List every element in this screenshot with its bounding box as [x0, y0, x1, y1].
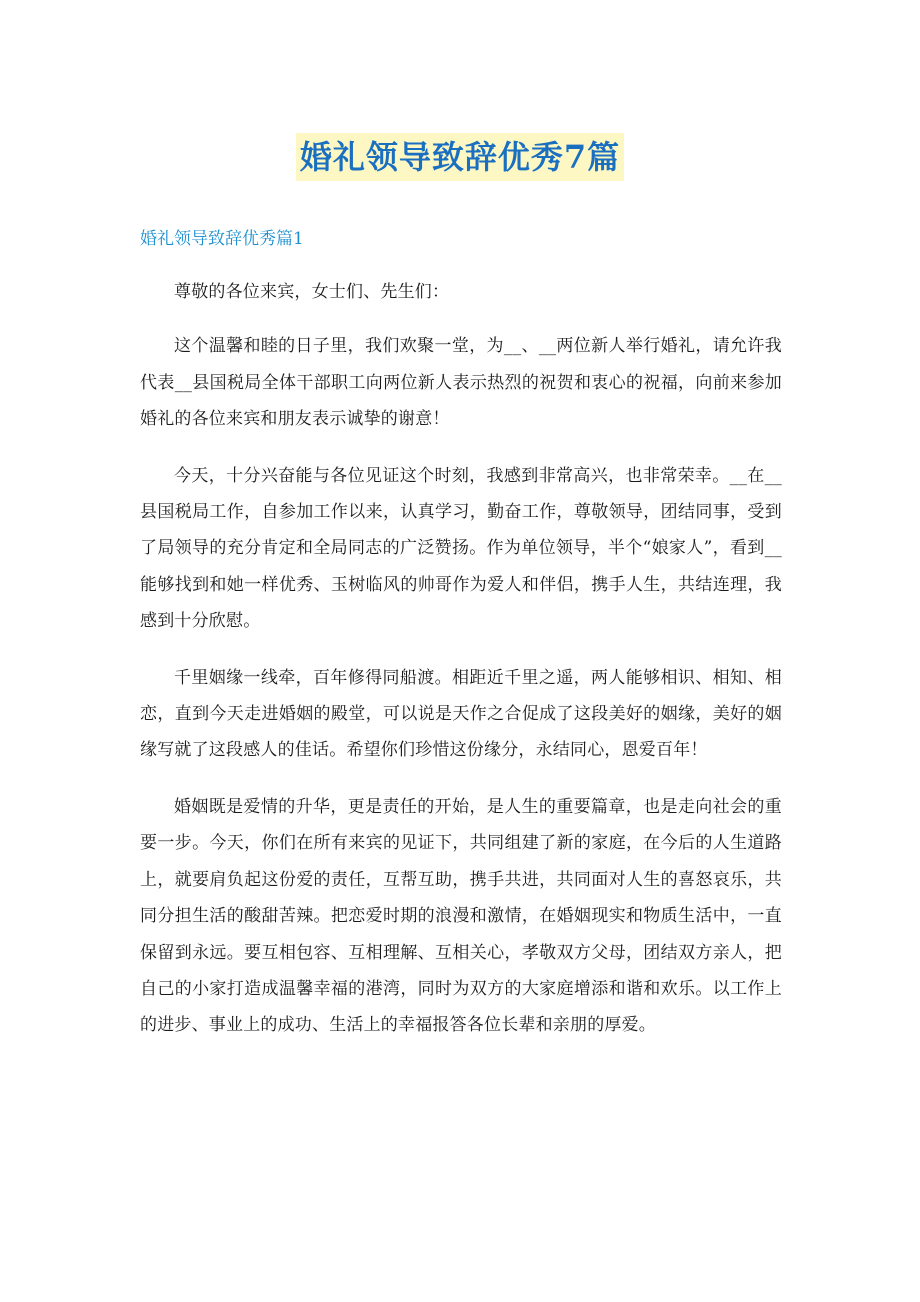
section-heading: 婚礼领导致辞优秀篇1: [140, 229, 304, 249]
paragraph: 今天，十分兴奋能与各位见证这个时刻，我感到非常高兴，也非常荣幸。__在__县国税局工作，自参加工作以来，认真学习，勤奋工作，尊敬领导，团结同事，受到了局领导的充分肯定和全局同志的广泛赞扬。作为单位领导，半个“娘家人”，看到__能够找到和她一样优秀、玉树临风的帅哥作为爱人和伴侣，携手人生，共结连理，我感到十分欣慰。: [140, 465, 782, 632]
document-title: 婚礼领导致辞优秀7篇: [296, 133, 624, 181]
paragraph: 婚姻既是爱情的升华，更是责任的开始，是人生的重要篇章，也是走向社会的重要一步。今天，你们在所有来宾的见证下，共同组建了新的家庭，在今后的人生道路上，就要肩负起这份爱的责任，互帮互助，携手共进，共同面对人生的喜怒哀乐，共同分担生活的酸甜苦辣。把恋爱时期的浪漫和激情，在婚姻现实和物质生活中，一直保留到永远。要互相包容、互相理解、互相关心，孝敬双方父母，团结双方亲人，把自己的小家打造成温馨幸福的港湾，同时为双方的大家庭增添和谐和欢乐。以工作上的进步、事业上的成功、生活上的幸福报答各位长辈和亲朋的厚爱。: [140, 796, 782, 1036]
paragraph: 千里姻缘一线牵，百年修得同船渡。相距近千里之遥，两人能够相识、相知、相恋，直到今天走进婚姻的殿堂，可以说是天作之合促成了这段美好的姻缘，美好的姻缘写就了这段感人的佳话。希望你们珍惜这份缘分，永结同心，恩爱百年！: [140, 667, 782, 761]
paragraph: 这个温馨和睦的日子里，我们欢聚一堂，为__、__两位新人举行婚礼，请允许我代表__县国税局全体干部职工向两位新人表示热烈的祝贺和衷心的祝福，向前来参加婚礼的各位来宾和朋友表示诚挚的谢意！: [140, 336, 782, 430]
paragraph-greeting: 尊敬的各位来宾，女士们、先生们：: [174, 282, 450, 302]
title-wrapper: [0, 133, 920, 181]
document-body: [140, 274, 782, 1064]
